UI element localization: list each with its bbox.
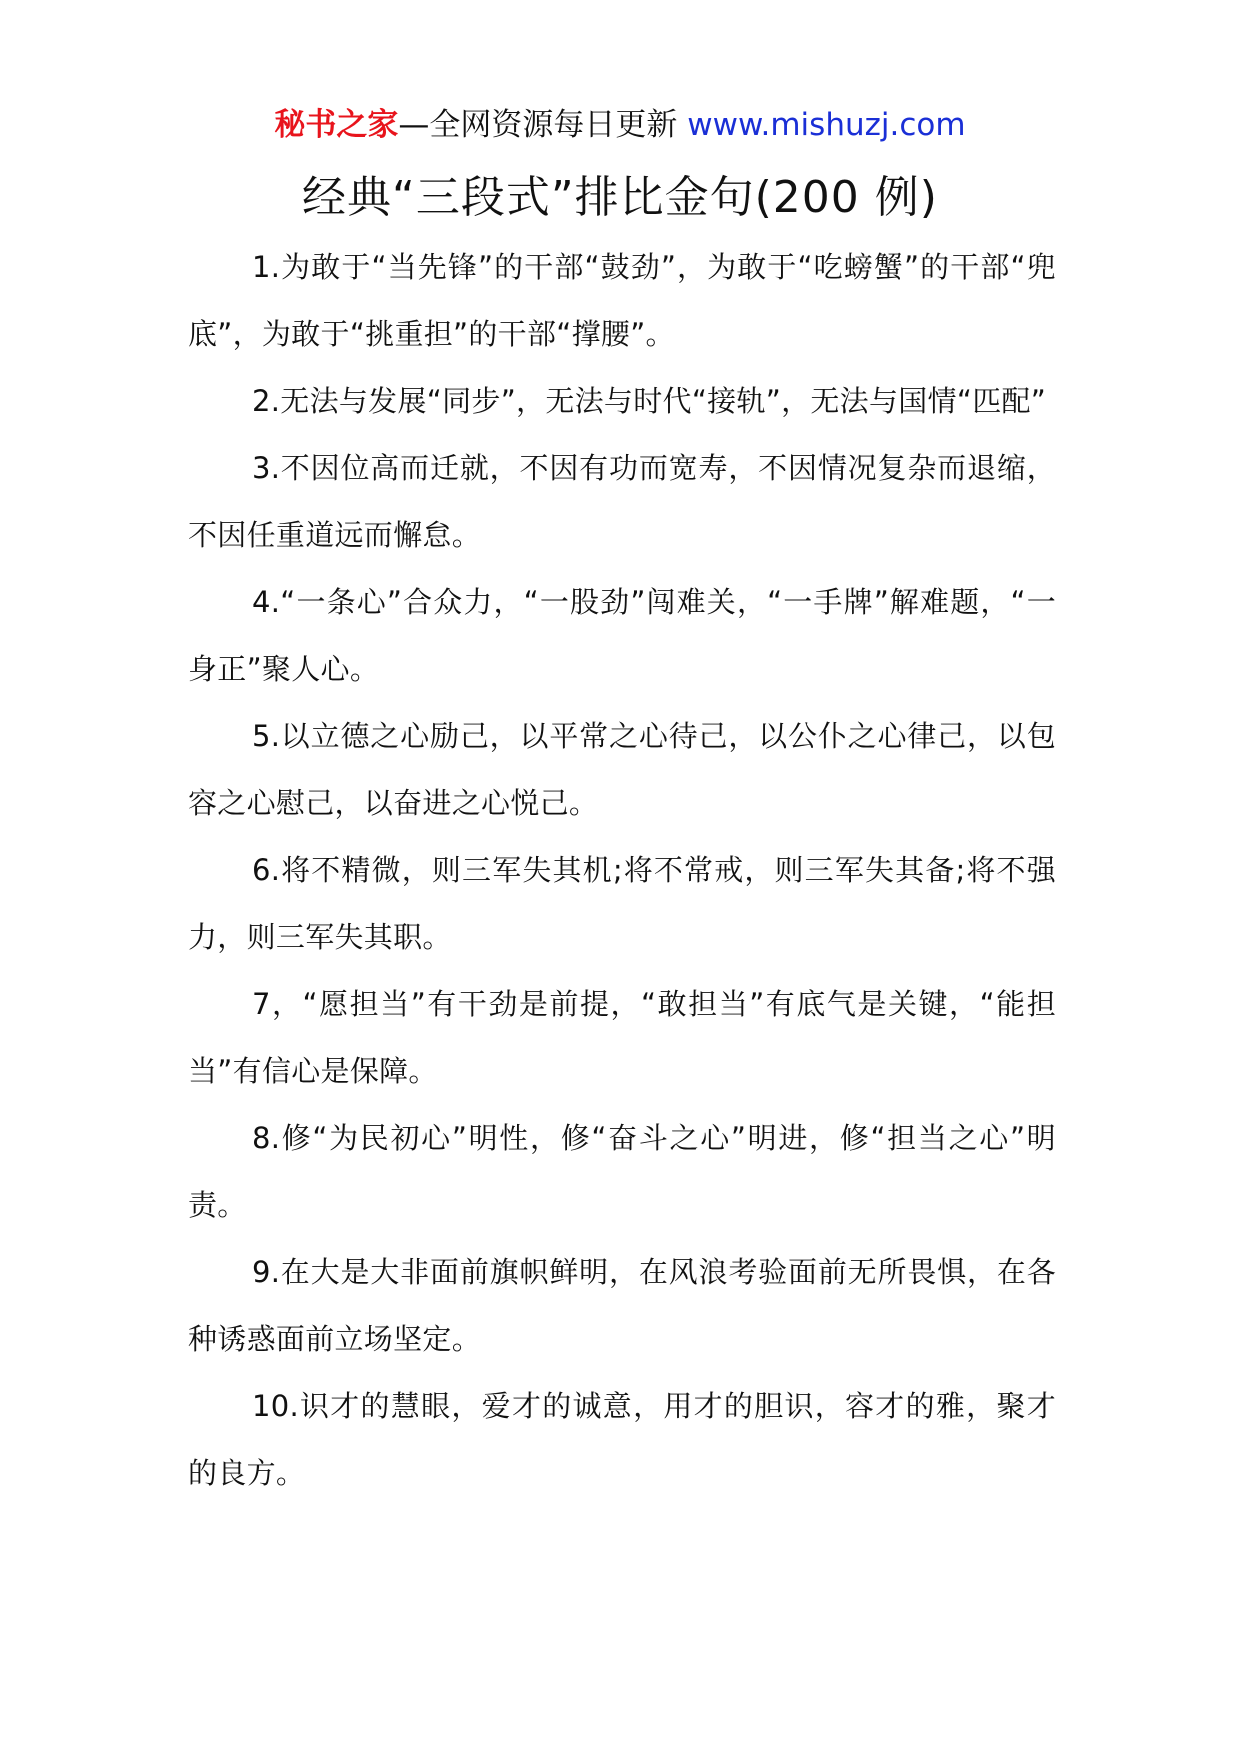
sentence-item-8: 8.修“为民初心”明性，修“奋斗之心”明进，修“担当之心”明责。 xyxy=(188,1121,1056,1222)
site-url[interactable]: www.mishuzj.com xyxy=(687,107,966,143)
document-title: 经典“三段式”排比金句(200 例) xyxy=(302,172,938,223)
sentence-item-3: 3.不因位高而迁就，不因有功而宽寿，不因情况复杂而退缩，不因任重道远而懈怠。 xyxy=(188,451,1056,552)
site-header xyxy=(0,100,1240,150)
sentence-item-2: 2.无法与发展“同步”，无法与时代“接轨”，无法与国情“匹配” xyxy=(252,384,1047,418)
sentence-item-4: 4.“一条心”合众力，“一股劲”闯难关，“一手牌”解难题，“一身正”聚人心。 xyxy=(188,585,1056,686)
sentence-item-1: 1.为敢于“当先锋”的干部“鼓劲”，为敢于“吃螃蟹”的干部“兜底”，为敢于“挑重担”的干部“撑腰”。 xyxy=(188,250,1056,351)
sentence-item-7: 7，“愿担当”有干劲是前提，“敢担当”有底气是关键，“能担当”有信心是保障。 xyxy=(188,987,1056,1088)
sentence-item-5: 5.以立德之心励己，以平常之心待己，以公仆之心律己，以包容之心慰己，以奋进之心悦己。 xyxy=(188,719,1056,820)
brand-name: 秘书之家 xyxy=(274,107,399,143)
sentence-item-9: 9.在大是大非面前旗帜鲜明，在风浪考验面前无所畏惧，在各种诱惑面前立场坚定。 xyxy=(188,1255,1056,1356)
sentence-item-10: 10.识才的慧眼，爱才的诚意，用才的胆识，容才的雅，聚才的良方。 xyxy=(188,1389,1056,1490)
sentence-item-6: 6.将不精微，则三军失其机;将不常戒，则三军失其备;将不强力，则三军失其职。 xyxy=(188,853,1056,954)
document-body xyxy=(188,234,1056,1507)
header-tagline: —全网资源每日更新 xyxy=(398,107,678,143)
